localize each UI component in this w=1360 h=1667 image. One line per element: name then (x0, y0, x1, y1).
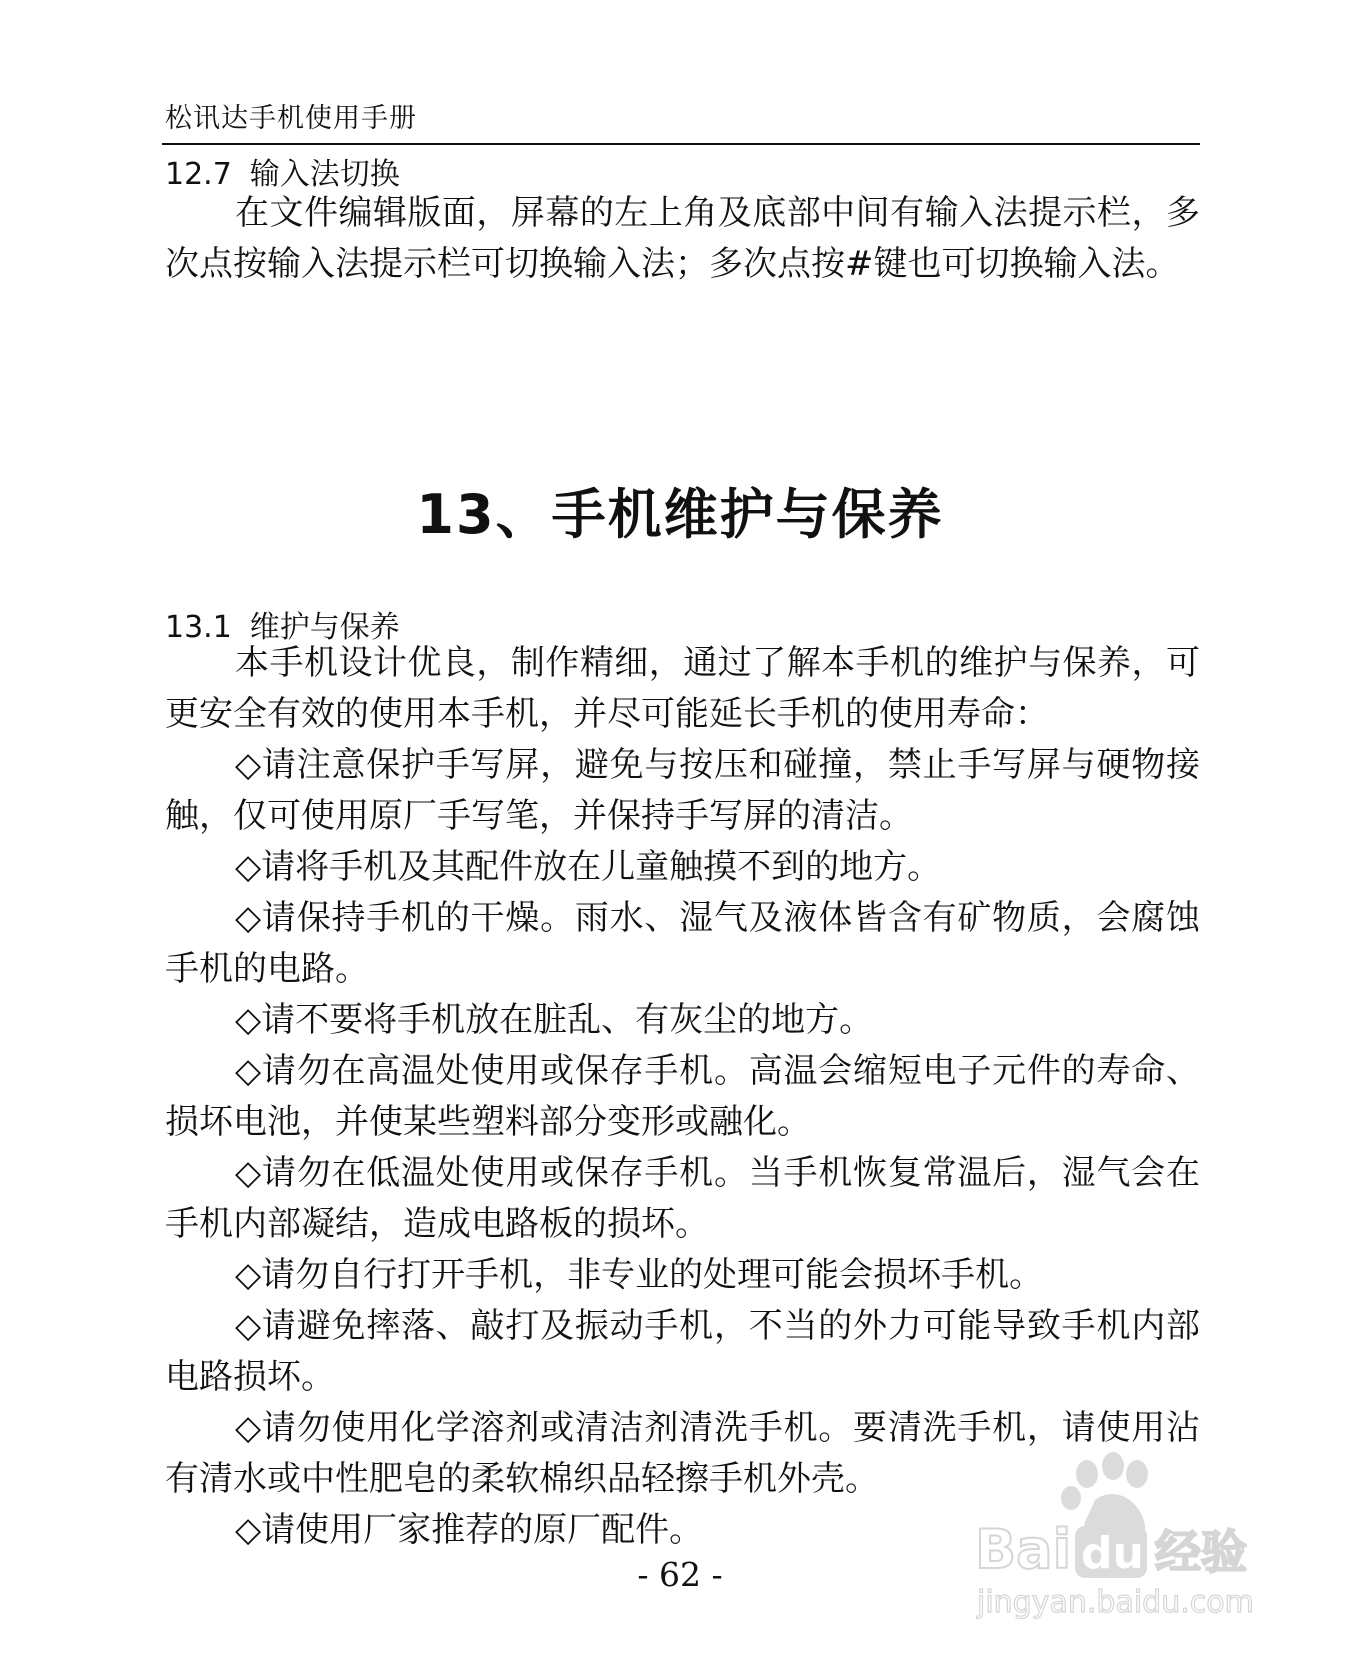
running-header: 松讯达手机使用手册 (165, 103, 417, 134)
list-item: ◇请勿在高温处使用或保存手机。高温会缩短电子元件的寿命、损坏电池，并使某些塑料部分变形或融化。 (165, 1051, 1200, 1142)
page-number: - 62 - (637, 1555, 723, 1594)
list-item: ◇请将手机及其配件放在儿童触摸不到的地方。 (235, 847, 942, 887)
list-item: ◇请勿自行打开手机，非专业的处理可能会损坏手机。 (235, 1255, 1044, 1295)
chapter-title: 13、手机维护与保养 (416, 483, 944, 546)
header-rule (162, 143, 1200, 145)
list-item: ◇请注意保护手写屏，避免与按压和碰撞，禁止手写屏与硬物接触，仅可使用原厂手写笔，并保持手写屏的清洁。 (165, 745, 1200, 836)
baidu-paw-logo-icon (975, 1440, 1275, 1630)
svg-text:经验: 经验 (1155, 1525, 1247, 1579)
list-item: ◇请使用厂家推荐的原厂配件。 (235, 1510, 704, 1550)
list-item: ◇请保持手机的干燥。雨水、湿气及液体皆含有矿物质，会腐蚀手机的电路。 (165, 898, 1200, 989)
section-title: 输入法切换 (249, 157, 400, 192)
section-number: 12.7 (165, 157, 232, 192)
intro-paragraph: 本手机设计优良，制作精细，通过了解本手机的维护与保养，可更安全有效的使用本手机，并尽可能延长手机的使用寿命： (165, 643, 1200, 734)
section-title: 维护与保养 (249, 610, 400, 645)
list-item: ◇请勿在低温处使用或保存手机。当手机恢复常温后，湿气会在手机内部凝结，造成电路板的损坏。 (165, 1153, 1200, 1244)
svg-text:du: du (1081, 1528, 1144, 1579)
baidu-watermark (975, 1440, 1275, 1630)
list-item: ◇请勿使用化学溶剂或清洁剂清洗手机。要清洗手机，请使用沾有清水或中性肥皂的柔软棉织品轻擦手机外壳。 (165, 1408, 1200, 1499)
list-item: ◇请避免摔落、敲打及振动手机，不当的外力可能导致手机内部电路损坏。 (165, 1306, 1200, 1397)
paragraph: 在文件编辑版面，屏幕的左上角及底部中间有输入法提示栏，多次点按输入法提示栏可切换输入法；多次点按#键也可切换输入法。 (165, 193, 1200, 284)
svg-text:Bai: Bai (975, 1518, 1072, 1581)
list-item: ◇请不要将手机放在脏乱、有灰尘的地方。 (235, 1000, 874, 1040)
section-12-7-body (165, 188, 1200, 290)
section-13-1-body (165, 638, 1200, 1556)
svg-text:jingyan.baidu.com: jingyan.baidu.com (977, 1585, 1254, 1620)
section-heading-12-7 (165, 149, 400, 193)
section-number: 13.1 (165, 610, 232, 645)
